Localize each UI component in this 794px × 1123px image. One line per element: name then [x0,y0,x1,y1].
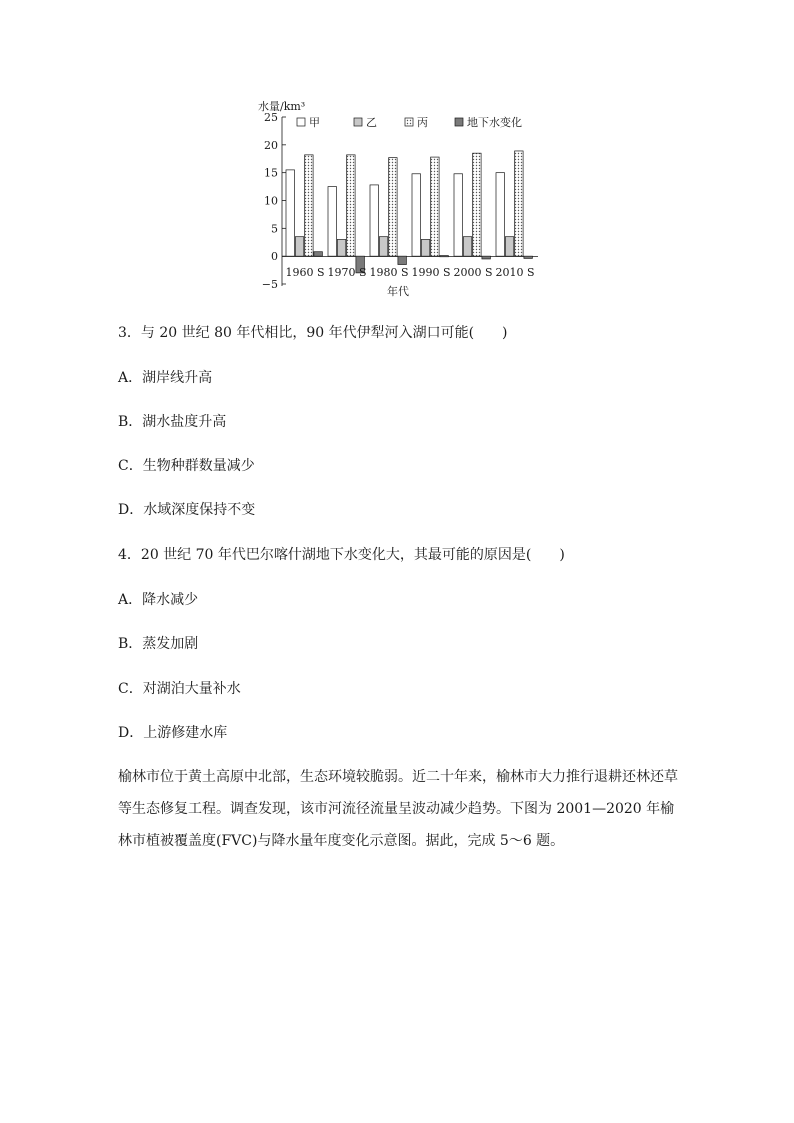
y-tick-label: 5 [271,222,278,236]
question-3-option-d[interactable]: D．水域深度保持不变 [118,502,256,518]
question-4-option-b[interactable]: B．蒸发加剧 [118,636,199,652]
legend-label-丙: 丙 [417,116,428,129]
bar-地下水变化-1990S [440,256,449,257]
y-axis-label: 水量/km³ [258,100,306,113]
legend-label-地下水变化: 地下水变化 [467,116,522,129]
bar-乙-2010S [505,237,514,256]
x-axis-tick-labels [285,266,534,279]
x-tick-label: 1980 S [369,266,409,279]
bar-丙-2010S [515,151,524,256]
x-axis-label: 年代 [387,285,409,298]
bar-甲-1980S [370,185,379,256]
question-4-option-d[interactable]: D．上游修建水库 [118,725,228,741]
question-4-option-a[interactable]: A．降水减少 [118,592,199,608]
passage-text: 榆林市位于黄土高原中北部，生态环境较脆弱。近二十年来，榆林市大力推行退耕还林还草等生态修复工程。调查发现，该市河流径流量呈波动减少趋势。下图为 2001—2020 年榆林市植被覆盖度(FVC)与降水量年度变化示意图。据此，完成 5～6 题。 [118,769,678,849]
bar-乙-1980S [379,237,388,256]
bar-乙-1970S [337,239,346,256]
legend [297,115,522,129]
x-tick-label: 1970 S [327,266,367,279]
bar-甲-2010S [496,173,505,257]
bar-乙-1990S [421,239,430,256]
bar-地下水变化-2000S [482,256,491,259]
bar-甲-1990S [412,174,421,256]
bar-丙-1960S [305,155,314,256]
bar-丙-1970S [347,155,356,256]
bar-地下水变化-2010S [524,256,533,258]
x-tick-label: 2010 S [495,266,535,279]
x-tick-label: 2000 S [453,266,493,279]
question-3-stem: 3．与 20 世纪 80 年代相比，90 年代伊犁河入湖口可能( ) [118,325,508,341]
legend-swatch-地下水变化 [455,118,463,126]
legend-label-乙: 乙 [366,116,377,129]
legend-swatch-甲 [297,118,305,126]
bar-group [286,151,532,273]
x-tick-label: 1960 S [285,266,325,279]
bar-甲-1970S [328,187,337,257]
question-3-option-a[interactable]: A．湖岸线升高 [118,370,213,386]
bar-地下水变化-1960S [314,252,323,256]
question-3-option-b[interactable]: B．湖水盐度升高 [118,414,227,430]
legend-swatch-乙 [354,118,362,126]
water-volume-bar-chart [250,92,550,304]
x-tick-label: 1990 S [411,266,451,279]
legend-label-甲: 甲 [309,116,320,129]
bar-甲-2000S [454,174,463,256]
question-3-option-c[interactable]: C．生物种群数量减少 [118,458,255,474]
bar-乙-2000S [463,237,472,256]
question-4-stem: 4．20 世纪 70 年代巴尔喀什湖地下水变化大，其最可能的原因是( ) [118,547,565,563]
bar-乙-1960S [295,237,304,256]
question-4-option-c[interactable]: C．对湖泊大量补水 [118,681,241,697]
bar-地下水变化-1980S [398,256,407,264]
y-tick-label: 25 [264,111,278,124]
y-tick-label: 15 [264,166,278,180]
bar-丙-1990S [431,157,440,256]
bar-丙-2000S [473,153,482,256]
y-tick-label: 20 [264,138,278,152]
bar-丙-1980S [389,158,398,257]
legend-swatch-丙 [405,118,413,126]
y-tick-label: 0 [271,250,278,264]
y-tick-label: 10 [264,194,278,208]
bar-甲-1960S [286,170,295,256]
y-tick-label: −5 [261,278,278,291]
